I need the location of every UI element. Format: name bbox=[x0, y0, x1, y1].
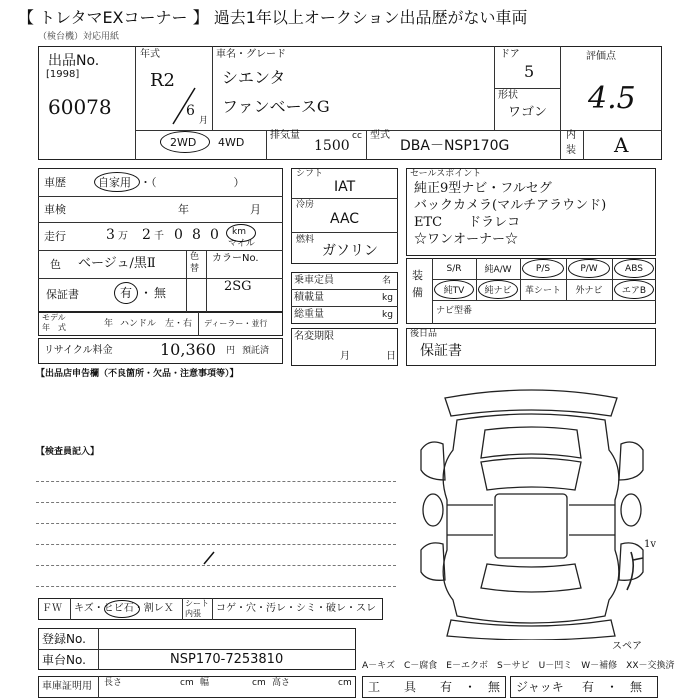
history-label: 車歴 bbox=[44, 176, 66, 189]
mileage-label: 走行 bbox=[44, 230, 66, 243]
lot-year-stamp: [1998] bbox=[46, 69, 80, 80]
equipment-alloy: 純A/W bbox=[484, 265, 512, 275]
sales-line-3: ETC ドラレコ bbox=[414, 215, 521, 230]
history-value: 自家用 bbox=[98, 176, 131, 189]
type-label: 型式 bbox=[370, 130, 390, 141]
diagram-note: 1v bbox=[644, 539, 657, 550]
model-label: 車名・グレード bbox=[216, 49, 286, 60]
model-year-dealer: ディーラー・並行 bbox=[204, 319, 268, 328]
equipment-tv: 純TV bbox=[443, 286, 465, 296]
equipment-pw-circle bbox=[568, 259, 610, 278]
sales-line-1: 純正9型ナビ・フルセグ bbox=[414, 181, 552, 196]
shift-label: シフト bbox=[296, 169, 324, 179]
model-grade: ファンベースG bbox=[222, 97, 330, 116]
damage-fw: ＦＷ bbox=[42, 603, 62, 614]
inspector-label: 【検査員記入】 bbox=[36, 447, 100, 457]
warranty-label: 保証書 bbox=[46, 288, 79, 301]
inspection-label: 車検 bbox=[44, 203, 66, 216]
inspection-month: 月 bbox=[250, 203, 261, 216]
model-year-year: 年 bbox=[104, 319, 114, 329]
interior-label-1: 内 bbox=[566, 130, 576, 141]
capacity-unit-2: kg bbox=[382, 293, 393, 303]
diagram-spare: スペア bbox=[612, 641, 642, 652]
jack-value: 有 ・ 無 bbox=[582, 680, 643, 694]
title-change-label: 名変期限 bbox=[294, 331, 334, 342]
color-change-1: 色 bbox=[190, 252, 200, 262]
sales-line-2: バックカメラ(マルチアラウンド) bbox=[414, 198, 607, 213]
cert-height-unit: cm bbox=[338, 678, 352, 688]
color-label: 色 bbox=[50, 258, 61, 271]
equipment-navi: 純ナビ bbox=[484, 286, 512, 296]
equipment-sr: S/R bbox=[446, 263, 462, 274]
later-docs-value: 保証書 bbox=[420, 343, 462, 359]
equipment-navi-circle bbox=[478, 280, 518, 299]
score-label: 評価点 bbox=[586, 51, 616, 62]
lot-label: 出品No. bbox=[48, 53, 100, 69]
capacity-label-3: 総重量 bbox=[294, 309, 324, 320]
mileage-mile: マイル bbox=[228, 239, 255, 249]
warranty-sep: ・ bbox=[140, 286, 153, 300]
equipment-airbag: エアB bbox=[621, 286, 647, 296]
banner: 【 トレタマEXコーナー 】 過去1年以上オークション出品歴がない車両 bbox=[0, 0, 700, 32]
cert-width-unit: cm bbox=[252, 678, 266, 688]
sales-label: セールスポイント bbox=[410, 169, 482, 179]
model-year-label-2: 年 式 bbox=[42, 323, 66, 332]
equipment-abs-circle bbox=[614, 259, 654, 278]
ac-value: AAC bbox=[330, 211, 360, 227]
mileage-v1: 3 bbox=[106, 227, 115, 243]
equipment-tv-circle bbox=[434, 280, 474, 299]
score-value: 4.5 bbox=[588, 81, 636, 116]
year-month: 6 bbox=[186, 103, 195, 119]
mileage-v4: 8 bbox=[192, 227, 201, 243]
damage-fw-circle bbox=[104, 600, 140, 618]
lot-number: 60078 bbox=[48, 95, 112, 119]
tools-label: 工 具 bbox=[368, 680, 417, 694]
exhibitor-label: 【出品店申告欄（不良箇所・欠品・注意事項等）】 bbox=[36, 369, 239, 379]
model-year-handle: ハンドル 左・右 bbox=[120, 319, 193, 329]
registration-label: 登録No. bbox=[42, 632, 86, 646]
doors-value: 5 bbox=[524, 62, 535, 81]
color-code-label: カラーNo. bbox=[212, 253, 259, 264]
cert-length: 長さ bbox=[104, 678, 123, 688]
type-value: DBA－NSP170G bbox=[400, 138, 510, 154]
displacement-value: 1500 bbox=[314, 138, 350, 154]
warranty-no: 無 bbox=[154, 286, 167, 300]
cert-width: 幅 bbox=[200, 678, 210, 688]
equipment-label-2: 備 bbox=[412, 286, 423, 299]
chassis-label: 車台No. bbox=[42, 653, 86, 667]
color-value: ベージュ/黒Ⅱ bbox=[78, 256, 156, 271]
displacement-unit: cc bbox=[352, 131, 362, 141]
equipment-ps: P/S bbox=[535, 263, 551, 274]
interior-value: A bbox=[614, 133, 629, 157]
recycle-label: リサイクル料金 bbox=[44, 345, 113, 356]
capacity-unit-3: kg bbox=[382, 310, 393, 320]
sales-line-4: ☆ワンオーナー☆ bbox=[414, 232, 519, 247]
equipment-ext-navi: 外ナビ bbox=[575, 286, 603, 296]
recycle-note: 預託済 bbox=[242, 346, 270, 356]
year-era: R2 bbox=[150, 70, 176, 91]
capacity-label-2: 積載量 bbox=[294, 292, 324, 303]
inspection-year: 年 bbox=[178, 203, 189, 216]
body-value: ワゴン bbox=[508, 105, 548, 120]
damage-seat-1: シート bbox=[185, 599, 209, 608]
equipment-label-1: 装 bbox=[412, 269, 423, 282]
history-rest: ・（ ） bbox=[140, 176, 245, 189]
drive-2wd: 2WD bbox=[170, 136, 197, 149]
interior-label-2: 装 bbox=[566, 145, 576, 156]
shift-value: IAT bbox=[334, 179, 356, 195]
damage-seat-2: 内張 bbox=[185, 609, 201, 618]
mileage-km: km bbox=[232, 227, 246, 237]
equipment-leather: 革シート bbox=[524, 286, 561, 296]
form-subtitle: （検台機）対応用紙 bbox=[38, 32, 120, 42]
equipment-pw: P/W bbox=[580, 263, 598, 274]
title-change-month: 月 bbox=[340, 351, 350, 362]
tools-value: 有 ・ 無 bbox=[440, 680, 501, 694]
doors-label: ドア bbox=[500, 49, 520, 60]
diagram-legend: A－キズ C－腐食 E－エクボ S－サビ U－凹ミ W－補修 XX－交換済 bbox=[362, 661, 675, 671]
jack-label: ジャッキ bbox=[516, 680, 564, 694]
mileage-v5: 0 bbox=[210, 227, 219, 243]
ac-label: 冷房 bbox=[296, 200, 315, 210]
recycle-value: 10,360 bbox=[160, 340, 216, 359]
damage-seat-items: コゲ・穴・汚レ・シミ・破レ・スレ bbox=[216, 603, 376, 614]
model-year-label-1: モデル bbox=[42, 313, 66, 322]
color-code: 2SG bbox=[224, 279, 252, 294]
body-label: 形状 bbox=[498, 90, 518, 101]
color-change-2: 替 bbox=[190, 264, 200, 274]
fuel-label: 燃料 bbox=[296, 235, 315, 245]
warranty-yes: 有 bbox=[120, 286, 133, 300]
equipment-airbag-circle bbox=[614, 280, 654, 299]
cert-length-unit: cm bbox=[180, 678, 194, 688]
recycle-unit: 円 bbox=[226, 346, 236, 356]
car-damage-diagram bbox=[405, 380, 660, 640]
cert-height: 高さ bbox=[272, 678, 291, 688]
equipment-abs: ABS bbox=[625, 263, 643, 274]
inspector-tick-mark bbox=[200, 548, 220, 568]
year-month-unit: 月 bbox=[199, 116, 209, 126]
later-docs-label: 後日品 bbox=[410, 329, 438, 339]
year-label: 年式 bbox=[140, 49, 160, 60]
header-frame bbox=[38, 46, 662, 160]
mileage-u2: 千 bbox=[154, 231, 164, 242]
equipment-navi-model: ナビ型番 bbox=[436, 306, 473, 316]
mileage-v2: 2 bbox=[142, 227, 151, 243]
mileage-u1: 万 bbox=[118, 231, 128, 242]
capacity-unit-1: 名 bbox=[382, 276, 392, 286]
model-name: シエンタ bbox=[222, 68, 286, 87]
mileage-v3: 0 bbox=[174, 227, 183, 243]
capacity-label-1: 乗車定員 bbox=[294, 275, 334, 286]
title-change-day: 日 bbox=[386, 351, 396, 362]
equipment-ps-circle bbox=[522, 259, 564, 278]
cert-label: 車庫証明用 bbox=[42, 681, 92, 692]
chassis-value: NSP170-7253810 bbox=[170, 652, 284, 667]
damage-fw-items: キズ・ヒビ石・割レＸ bbox=[74, 603, 174, 614]
drive-4wd: 4WD bbox=[218, 136, 245, 149]
fuel-value: ガソリン bbox=[322, 243, 378, 259]
displacement-label: 排気量 bbox=[270, 130, 300, 141]
